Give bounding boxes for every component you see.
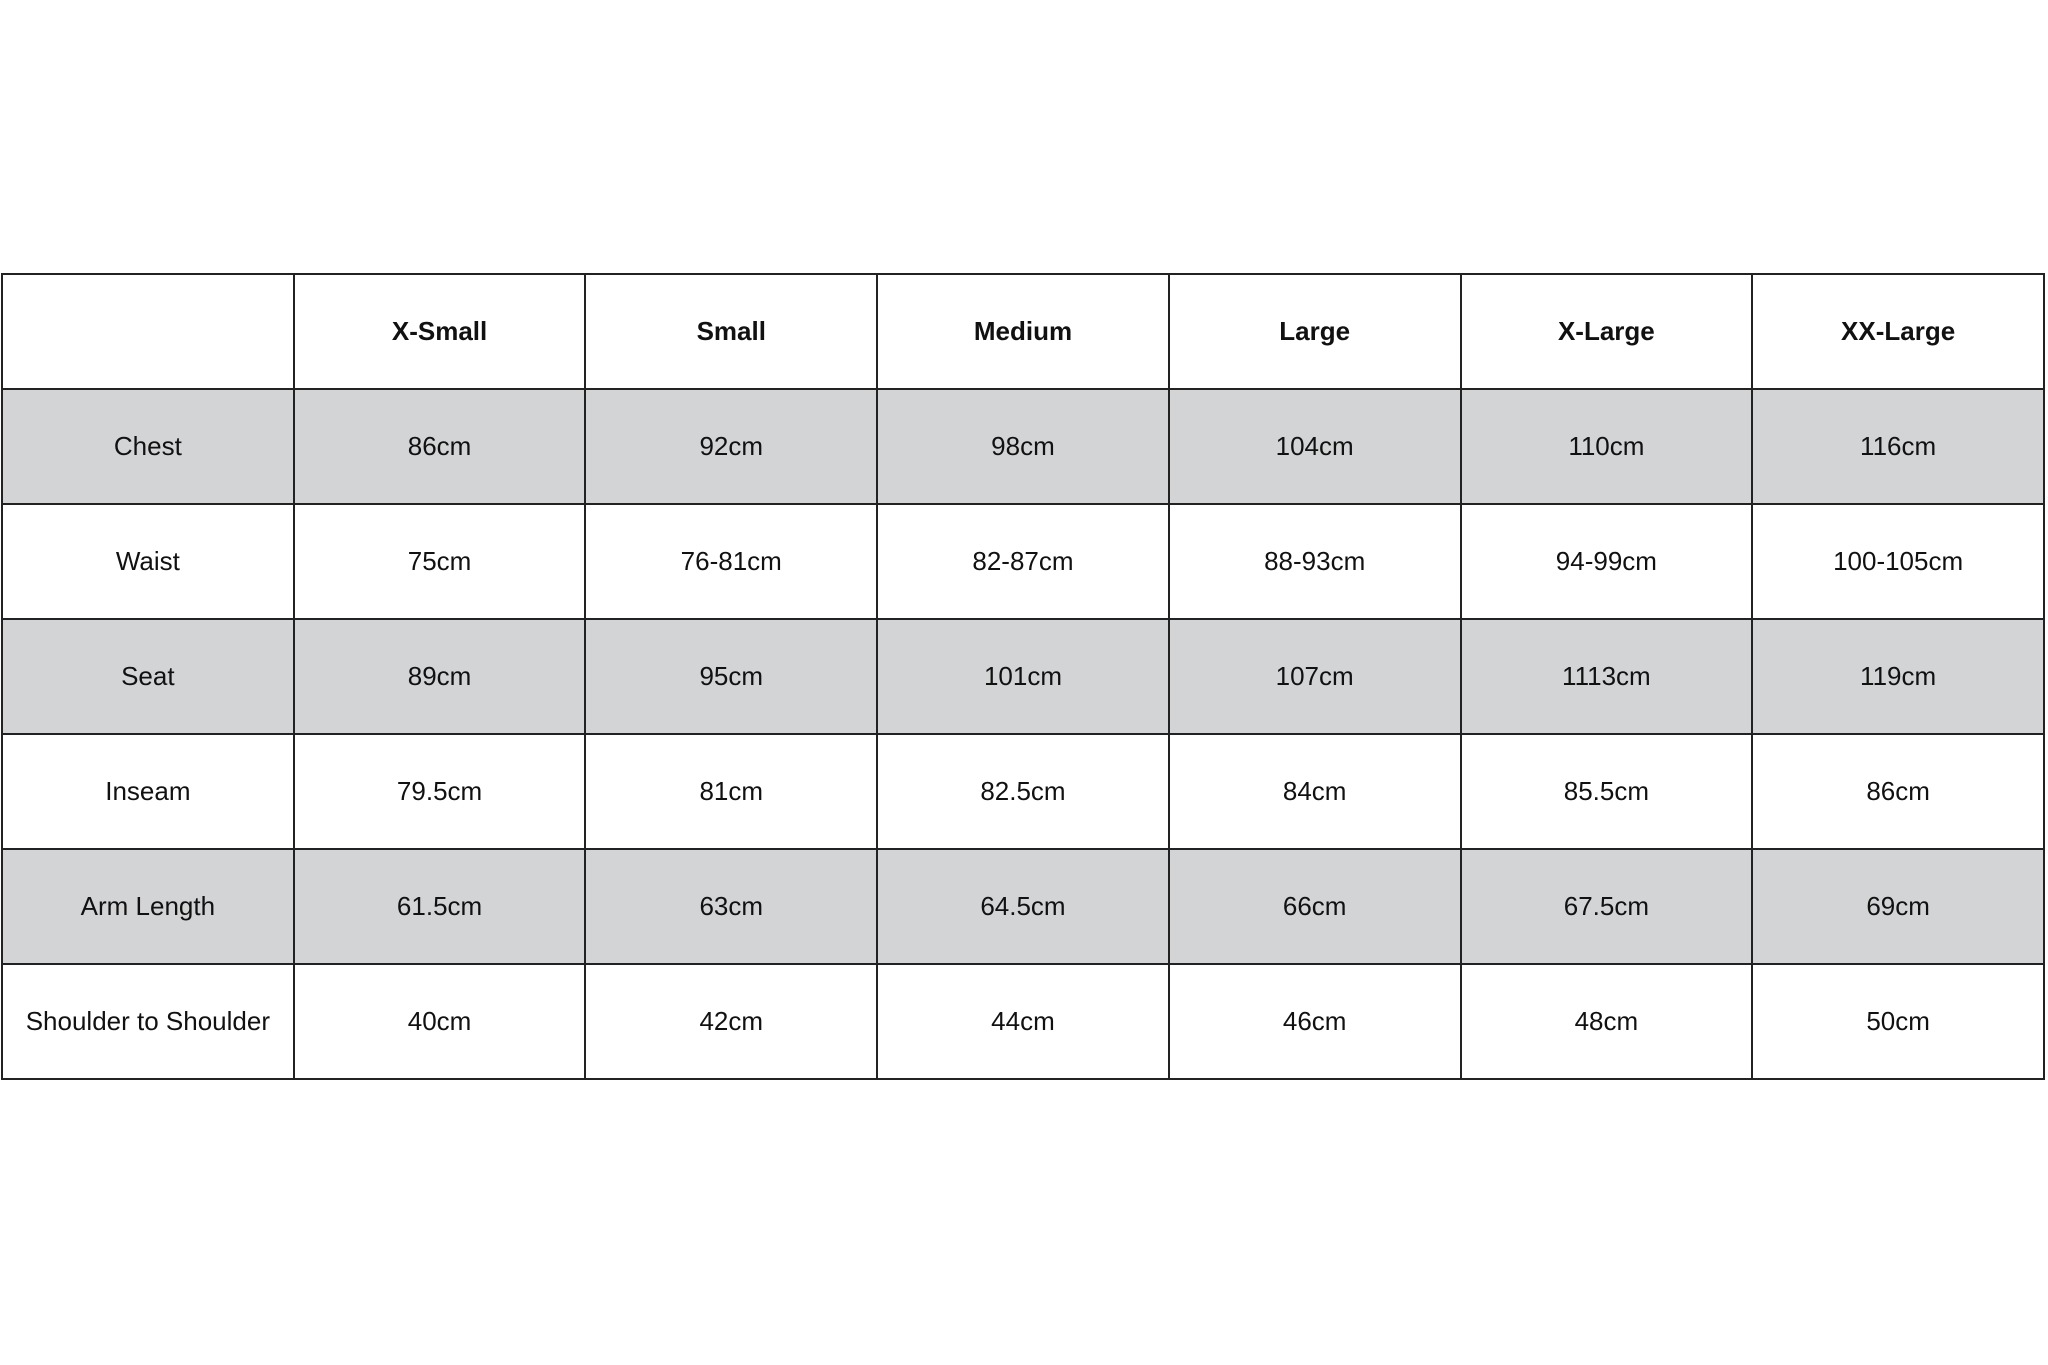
table-cell: 94-99cm [1461,504,1753,619]
row-label: Shoulder to Shoulder [2,964,294,1079]
table-cell: 92cm [585,389,877,504]
table-cell: 107cm [1169,619,1461,734]
table-cell: 46cm [1169,964,1461,1079]
table-cell: 110cm [1461,389,1753,504]
table-row-seat [2,619,2044,734]
table-row-shoulder-to-shoulder [2,964,2044,1079]
size-header-x-small: X-Small [294,274,586,389]
size-header-small: Small [585,274,877,389]
table-cell: 89cm [294,619,586,734]
corner-cell [2,274,294,389]
table-cell: 82.5cm [877,734,1169,849]
table-cell: 1113cm [1461,619,1753,734]
table-cell: 85.5cm [1461,734,1753,849]
row-label: Arm Length [2,849,294,964]
table-cell: 104cm [1169,389,1461,504]
table-cell: 40cm [294,964,586,1079]
table-cell: 98cm [877,389,1169,504]
table-cell: 88-93cm [1169,504,1461,619]
size-header-xx-large: XX-Large [1752,274,2044,389]
table-row-chest [2,389,2044,504]
table-row-arm-length [2,849,2044,964]
table-cell: 84cm [1169,734,1461,849]
table-cell: 48cm [1461,964,1753,1079]
row-label: Inseam [2,734,294,849]
header-row [2,274,2044,389]
size-header-medium: Medium [877,274,1169,389]
table-cell: 42cm [585,964,877,1079]
table-cell: 61.5cm [294,849,586,964]
table-cell: 66cm [1169,849,1461,964]
row-label: Chest [2,389,294,504]
table-cell: 44cm [877,964,1169,1079]
table-cell: 63cm [585,849,877,964]
table-cell: 95cm [585,619,877,734]
size-chart-table [1,273,2045,1080]
table-cell: 100-105cm [1752,504,2044,619]
table-cell: 75cm [294,504,586,619]
table-cell: 82-87cm [877,504,1169,619]
size-header-large: Large [1169,274,1461,389]
table-cell: 69cm [1752,849,2044,964]
table-cell: 79.5cm [294,734,586,849]
table-cell: 67.5cm [1461,849,1753,964]
row-label: Seat [2,619,294,734]
table-cell: 76-81cm [585,504,877,619]
table-row-inseam [2,734,2044,849]
table-cell: 119cm [1752,619,2044,734]
row-label: Waist [2,504,294,619]
size-header-x-large: X-Large [1461,274,1753,389]
table-cell: 64.5cm [877,849,1169,964]
table-cell: 101cm [877,619,1169,734]
table-cell: 81cm [585,734,877,849]
table-cell: 50cm [1752,964,2044,1079]
table-row-waist [2,504,2044,619]
table-cell: 116cm [1752,389,2044,504]
table-cell: 86cm [294,389,586,504]
table-cell: 86cm [1752,734,2044,849]
